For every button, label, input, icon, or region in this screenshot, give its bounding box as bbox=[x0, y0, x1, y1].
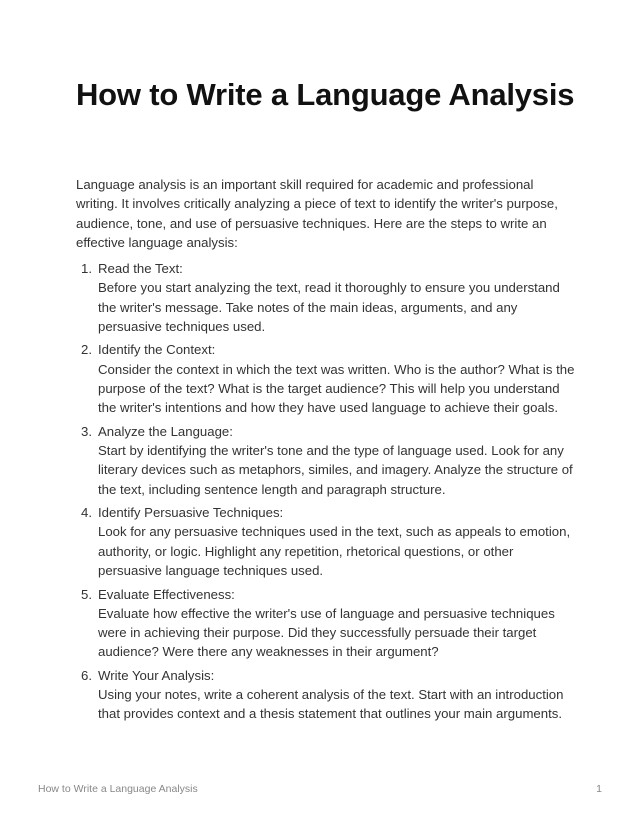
footer-document-title: How to Write a Language Analysis bbox=[38, 783, 198, 795]
page-title: How to Write a Language Analysis bbox=[76, 77, 575, 112]
step-body: Start by identifying the writer's tone and the type of language used. Look for any literary devices such as metaphors, similes, and imagery. Analyze the structure of the text, including sentence length and paragraph structure. bbox=[98, 443, 573, 497]
step-item-3 bbox=[76, 422, 576, 499]
footer-page-number: 1 bbox=[596, 783, 602, 795]
step-title: Evaluate Effectiveness: bbox=[98, 586, 235, 602]
step-title: Read the Text: bbox=[98, 261, 183, 276]
step-item-5 bbox=[76, 585, 576, 662]
step-number: 3. bbox=[81, 423, 92, 439]
intro-paragraph: Language analysis is an important skill required for academic and professional writing. It involves critically analyzing a piece of text to identify the writer's purpose, audience, tone, and use of persuasive techniques. Here are the steps to write an effective language analysis: bbox=[76, 177, 558, 250]
step-title: Analyze the Language: bbox=[98, 423, 233, 439]
step-item-6 bbox=[76, 666, 576, 724]
step-body: Look for any persuasive techniques used in the text, such as appeals to emotion, authority, or logic. Highlight any repetition, rhetorical questions, or other persuasive language techniques used. bbox=[98, 524, 571, 579]
step-body: Evaluate how effective the writer's use of language and persuasive techniques were in achieving their purpose. Did they successfully persuade their target audience? Were there any weaknesses in their argument? bbox=[98, 605, 555, 660]
step-number: 5. bbox=[81, 586, 92, 602]
step-number: 2. bbox=[81, 342, 92, 358]
step-number: 1. bbox=[81, 261, 92, 276]
step-item-1 bbox=[76, 259, 576, 336]
step-body: Consider the context in which the text was written. Who is the author? What is the purpose of the text? What is the target audience? This will help you understand the writer's intentions and how they have used language to achieve their goals. bbox=[98, 361, 575, 416]
step-title: Identify the Context: bbox=[98, 342, 216, 358]
step-item-4 bbox=[76, 503, 576, 580]
steps-list bbox=[76, 259, 576, 724]
step-body: Using your notes, write a coherent analysis of the text. Start with an introduction that provides context and a thesis statement that outlines your main arguments. bbox=[98, 687, 564, 722]
step-number: 4. bbox=[81, 505, 92, 521]
step-title: Write Your Analysis: bbox=[98, 667, 215, 683]
step-number: 6. bbox=[81, 667, 92, 683]
step-body: Before you start analyzing the text, read it thoroughly to ensure you understand the writer's message. Take notes of the main ideas, arguments, and any persuasive techniques used. bbox=[98, 280, 560, 334]
step-item-2 bbox=[76, 340, 576, 417]
step-title: Identify Persuasive Techniques: bbox=[98, 505, 284, 521]
